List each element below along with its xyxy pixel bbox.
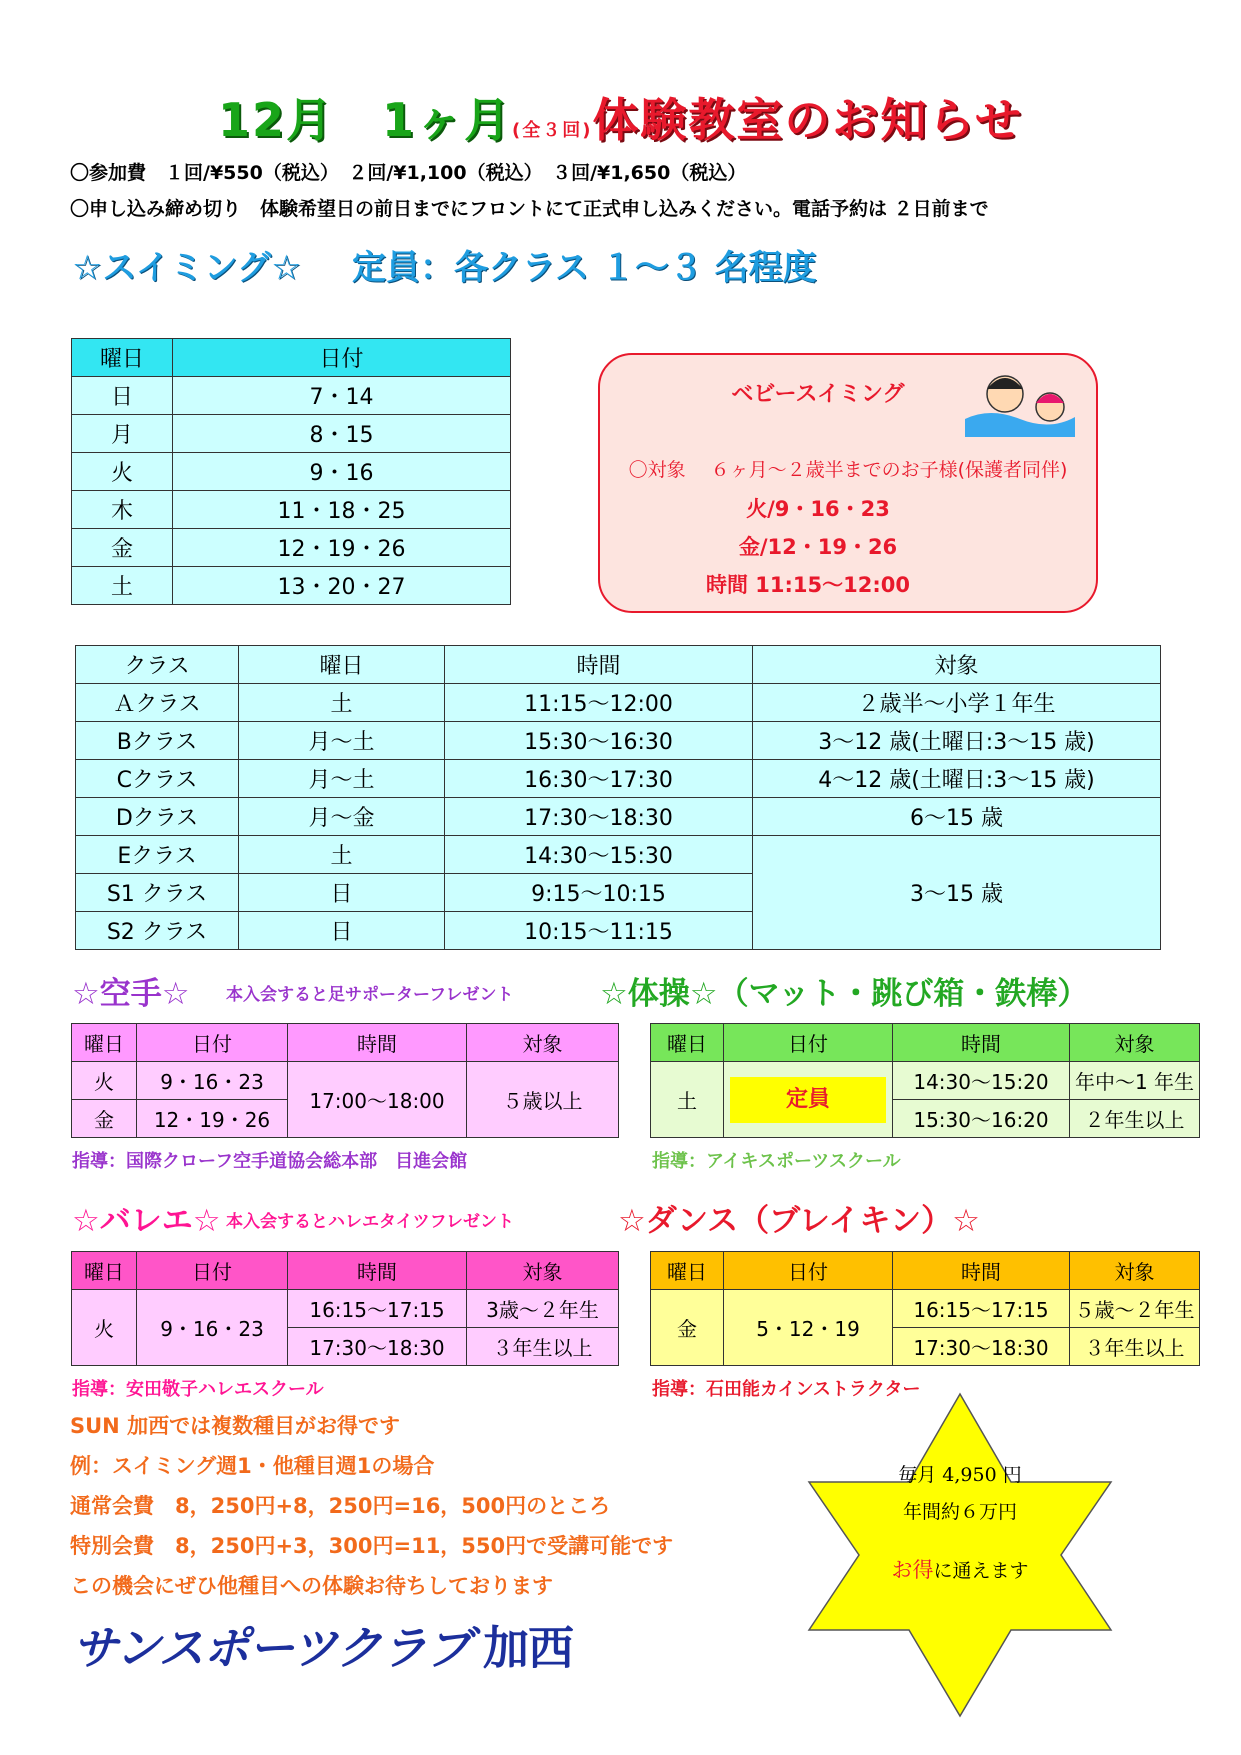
header-date: 日付 (724, 1024, 893, 1062)
table-row (76, 684, 1161, 722)
cell-class: Ａクラス (76, 684, 239, 722)
cell-time: 11:15～12:00 (445, 684, 753, 722)
star-line-1: 毎月 4,950 円 (898, 1464, 1022, 1486)
header-time: 時間 (893, 1252, 1070, 1290)
header-time: 時間 (445, 646, 753, 684)
cell-time: 15:30～16:20 (893, 1100, 1070, 1138)
header-date: 日付 (724, 1252, 893, 1290)
header-target: 対象 (753, 646, 1161, 684)
cell-time: 16:15～17:15 (893, 1290, 1070, 1328)
cell-dates: 9・16 (173, 453, 511, 491)
title-month: 12月 1ヶ月 (217, 93, 512, 147)
header-time: 時間 (288, 1024, 467, 1062)
header-date: 日付 (137, 1252, 288, 1290)
table-row (651, 1062, 1200, 1100)
cell-target: 3～12 歳(土曜日:3～15 歳) (753, 722, 1161, 760)
header-day: 曜日 (239, 646, 445, 684)
gym-table (650, 1023, 1200, 1138)
cell-dates: 12・19・26 (173, 529, 511, 567)
swimming-class-table (75, 645, 1161, 950)
title-sessions: (全３回) (511, 120, 593, 141)
baby-time: 時間 11:15～12:00 (705, 573, 910, 597)
cell-day: 金 (72, 529, 173, 567)
cell-day: 月～土 (239, 760, 445, 798)
karate-guide: 指導：国際クローフ空手道協会総本部 目進会館 (72, 1151, 468, 1172)
fee-line: 〇参加費 １回/¥550（税込） ２回/¥1,100（税込） ３回/¥1,650（税込） (70, 162, 747, 184)
header-class: クラス (76, 646, 239, 684)
header-date: 日付 (137, 1024, 288, 1062)
table-row (651, 1290, 1200, 1328)
deadline-line: 〇申し込み締め切り 体験希望日の前日までにフロントにて正式申し込みください。電話予約は ２日前まで (70, 198, 989, 220)
club-logo (72, 1612, 573, 1678)
cell-target: ５歳以上 (467, 1062, 619, 1138)
cell-target: 4～12 歳(土曜日:3～15 歳) (753, 760, 1161, 798)
header-day: 曜日 (651, 1252, 724, 1290)
ballet-table (71, 1251, 619, 1366)
cell-day: 日 (239, 874, 445, 912)
cell-target: ２年生以上 (1070, 1100, 1200, 1138)
header-day: 曜日 (72, 339, 173, 377)
title-main: 体験教室のお知らせ (592, 93, 1024, 147)
table-row (76, 722, 1161, 760)
table-row (72, 491, 511, 529)
swimmers-icon (960, 359, 1080, 439)
logo-suffix: 加西 (483, 1621, 574, 1675)
cell-day: 土 (651, 1062, 724, 1138)
table-row (72, 1062, 619, 1100)
cell-day: 土 (72, 567, 173, 605)
cell-day: 日 (72, 377, 173, 415)
table-row (72, 529, 511, 567)
baby-swimming-box (598, 353, 1098, 613)
star-line-2: 年間約６万円 (902, 1501, 1017, 1523)
swimming-capacity: 定員：各クラス １～３ 名程度 (352, 248, 817, 288)
table-row (72, 567, 511, 605)
baby-title: ベビースイミング (731, 382, 905, 407)
table-row (76, 760, 1161, 798)
cell-class: S1 クラス (76, 874, 239, 912)
baby-tue: 火/9・16・23 (746, 497, 890, 521)
promo-line-3: 通常会費 8，250円+8，250円=16，500円のところ (70, 1494, 611, 1518)
header-time: 時間 (288, 1252, 467, 1290)
ballet-note: 本入会するとハレエタイツフレゼント (226, 1212, 514, 1232)
header-target: 対象 (1070, 1024, 1200, 1062)
cell-day: 日 (239, 912, 445, 950)
promo-line-4: 特別会費 8，250円+3，300円=11，550円で受講可能です (70, 1534, 674, 1558)
header-day: 曜日 (72, 1252, 137, 1290)
cell-day: 土 (239, 836, 445, 874)
cell-time: 16:30～17:30 (445, 760, 753, 798)
cell-target: 3歳～２年生 (467, 1290, 619, 1328)
cell-dates: 5・12・19 (724, 1290, 893, 1366)
cell-time: 14:30～15:20 (893, 1062, 1070, 1100)
cell-class: Bクラス (76, 722, 239, 760)
gym-guide: 指導：アイキスポーツスクール (652, 1151, 901, 1172)
cell-class: Eクラス (76, 836, 239, 874)
cell-dates (724, 1062, 893, 1138)
cell-target: ３年生以上 (1070, 1328, 1200, 1366)
cell-target: 年中～1 年生 (1070, 1062, 1200, 1100)
header-date: 日付 (173, 339, 511, 377)
cell-dates: 12・19・26 (137, 1100, 288, 1138)
cell-day: 火 (72, 1290, 137, 1366)
karate-table (71, 1023, 619, 1138)
star-deal: お得 (891, 1558, 934, 1582)
promo-line-2: 例：スイミング週1・他種目週1の場合 (70, 1454, 435, 1478)
karate-heading: ☆空手☆ (72, 976, 190, 1012)
star-line-3-rest: に通えます (933, 1560, 1029, 1582)
swimming-schedule-table (71, 338, 511, 605)
dance-table (650, 1251, 1200, 1366)
promo-line-5: この機会にぜひ他種目への体験お待ちしております (70, 1574, 553, 1598)
cell-day: 木 (72, 491, 173, 529)
table-row (72, 1290, 619, 1328)
table-row (72, 377, 511, 415)
cell-target: ３年生以上 (467, 1328, 619, 1366)
table-row (76, 836, 1161, 874)
ballet-heading: ☆バレエ☆ (72, 1203, 221, 1239)
header-time: 時間 (893, 1024, 1070, 1062)
cell-target: ５歳～２年生 (1070, 1290, 1200, 1328)
cell-day: 火 (72, 453, 173, 491)
gym-heading: ☆体操☆（マット・跳び箱・鉄棒） (600, 976, 1089, 1012)
cell-time: 17:30～18:30 (445, 798, 753, 836)
dance-guide: 指導：石田能カインストラクター (652, 1379, 921, 1400)
cell-class: Cクラス (76, 760, 239, 798)
cell-time: 15:30～16:30 (445, 722, 753, 760)
cell-dates: 11・18・25 (173, 491, 511, 529)
baby-target: 〇対象 ６ヶ月～２歳半までのお子様(保護者同伴) (628, 459, 1068, 481)
header-day: 曜日 (72, 1024, 137, 1062)
cell-day: 金 (72, 1100, 137, 1138)
cell-time: 17:30～18:30 (288, 1328, 467, 1366)
cell-dates: 7・14 (173, 377, 511, 415)
cell-dates: 8・15 (173, 415, 511, 453)
star-line-3 (805, 1554, 1115, 1584)
karate-note: 本入会すると足サポーターフレゼント (226, 985, 514, 1005)
cell-time: 17:00～18:00 (288, 1062, 467, 1138)
cell-dates: 9・16・23 (137, 1290, 288, 1366)
cell-target: ２歳半～小学１年生 (753, 684, 1161, 722)
cell-dates: 13・20・27 (173, 567, 511, 605)
cell-target: 3～15 歳 (753, 836, 1161, 950)
table-row (72, 415, 511, 453)
cell-time: 10:15～11:15 (445, 912, 753, 950)
header-target: 対象 (467, 1024, 619, 1062)
cell-day: 月～土 (239, 722, 445, 760)
cell-dates: 9・16・23 (137, 1062, 288, 1100)
table-row (76, 798, 1161, 836)
capacity-badge: 定員 (730, 1077, 886, 1123)
page-title (0, 84, 1241, 150)
baby-fri: 金/12・19・26 (738, 535, 898, 559)
cell-target: 6～15 歳 (753, 798, 1161, 836)
cell-day: 金 (651, 1290, 724, 1366)
cell-time: 9:15～10:15 (445, 874, 753, 912)
cell-time: 17:30～18:30 (893, 1328, 1070, 1366)
cell-time: 14:30～15:30 (445, 836, 753, 874)
cell-day: 月～金 (239, 798, 445, 836)
cell-time: 16:15～17:15 (288, 1290, 467, 1328)
cell-class: S2 クラス (76, 912, 239, 950)
table-row (72, 453, 511, 491)
promo-line-1: SUN 加西では複数種目がお得です (70, 1414, 401, 1438)
cell-day: 火 (72, 1062, 137, 1100)
cell-class: Dクラス (76, 798, 239, 836)
cell-day: 月 (72, 415, 173, 453)
ballet-guide: 指導：安田敬子ハレエスクール (72, 1379, 324, 1400)
dance-heading: ☆ダンス（ブレイキン）☆ (618, 1203, 980, 1239)
logo-text: サンスポーツクラブ (72, 1621, 472, 1675)
swimming-heading: ☆スイミング☆ (72, 248, 302, 288)
header-target: 対象 (1070, 1252, 1200, 1290)
header-target: 対象 (467, 1252, 619, 1290)
header-day: 曜日 (651, 1024, 724, 1062)
cell-day: 土 (239, 684, 445, 722)
